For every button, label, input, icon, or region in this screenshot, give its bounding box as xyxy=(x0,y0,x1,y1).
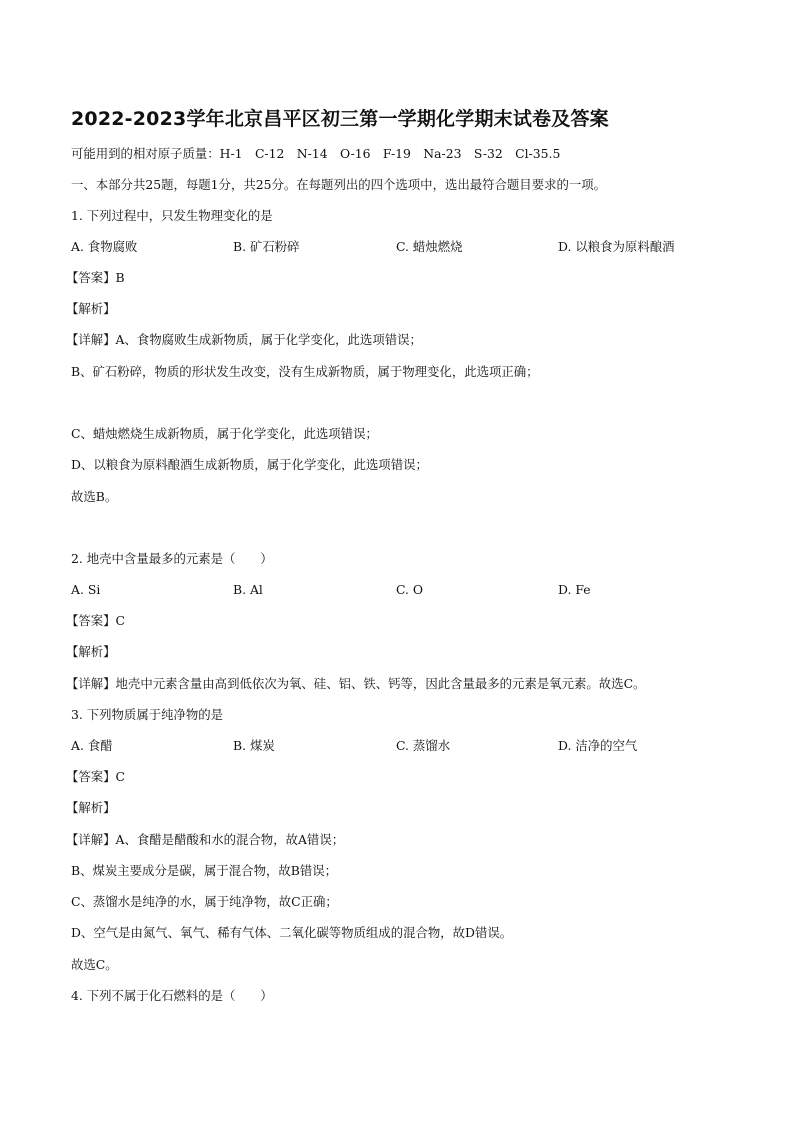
q1-conclusion: 故选B。 xyxy=(71,489,118,504)
q3-option-c: C. 蒸馏水 xyxy=(396,738,451,753)
document-title: 2022-2023学年北京昌平区初三第一学期化学期末试卷及答案 xyxy=(71,108,609,130)
q3-detail-line: B、煤炭主要成分是碳，属于混合物，故B错误； xyxy=(71,863,338,878)
q1-answer: 【答案】B xyxy=(66,270,125,285)
q3-option-b: B. 煤炭 xyxy=(233,738,275,753)
q3-detail-line: C、蒸馏水是纯净的水，属于纯净物，故C正确； xyxy=(71,894,338,909)
q1-detail-line: C、蜡烛燃烧生成新物质，属于化学变化，此选项错误； xyxy=(71,426,378,441)
question-3-stem: 3. 下列物质属于纯净物的是 xyxy=(71,707,224,722)
q2-detail-line: 【详解】地壳中元素含量由高到低依次为氧、硅、铝、铁、钙等，因此含量最多的元素是氧元素。故选C。 xyxy=(66,676,646,691)
q2-option-a: A. Si xyxy=(71,582,101,597)
q3-detail-line: 【详解】A、食醋是醋酸和水的混合物，故A错误； xyxy=(66,832,345,847)
q1-detail-line: B、矿石粉碎，物质的形状发生改变，没有生成新物质，属于物理变化，此选项正确； xyxy=(71,364,539,379)
section-intro: 一、本部分共25题，每题1分，共25分。在每题列出的四个选项中，选出最符合题目要求的一项。 xyxy=(71,177,607,192)
q3-detail-line: D、空气是由氮气、氧气、稀有气体、二氧化碳等物质组成的混合物，故D错误。 xyxy=(71,925,513,940)
q3-option-d: D. 洁净的空气 xyxy=(558,738,638,753)
q3-conclusion: 故选C。 xyxy=(71,957,118,972)
atomic-masses-note: 可能用到的相对原子质量：H-1 C-12 N-14 O-16 F-19 Na-23 S-32 Cl-35.5 xyxy=(71,146,561,161)
q2-option-c: C. O xyxy=(396,582,424,597)
q2-option-b: B. Al xyxy=(233,582,263,597)
question-1-stem: 1. 下列过程中，只发生物理变化的是 xyxy=(71,208,273,223)
question-2-stem: 2. 地壳中含量最多的元素是（ ） xyxy=(71,551,273,566)
q1-option-d: D. 以粮食为原料酿酒 xyxy=(558,239,675,254)
q2-option-d: D. Fe xyxy=(558,582,591,597)
q1-option-b: B. 矿石粉碎 xyxy=(233,239,300,254)
q1-option-c: C. 蜡烛燃烧 xyxy=(396,239,463,254)
q3-answer: 【答案】C xyxy=(66,769,126,784)
q2-answer: 【答案】C xyxy=(66,613,126,628)
q3-option-a: A. 食醋 xyxy=(71,738,113,753)
q3-analysis-heading: 【解析】 xyxy=(66,800,116,815)
q1-option-a: A. 食物腐败 xyxy=(71,239,138,254)
q1-detail-line: 【详解】A、食物腐败生成新物质，属于化学变化，此选项错误； xyxy=(66,332,422,347)
q1-analysis-heading: 【解析】 xyxy=(66,301,116,316)
q1-detail-line: D、以粮食为原料酿酒生成新物质，属于化学变化，此选项错误； xyxy=(71,457,428,472)
q2-analysis-heading: 【解析】 xyxy=(66,644,116,659)
question-4-stem: 4. 下列不属于化石燃料的是（ ） xyxy=(71,988,273,1003)
